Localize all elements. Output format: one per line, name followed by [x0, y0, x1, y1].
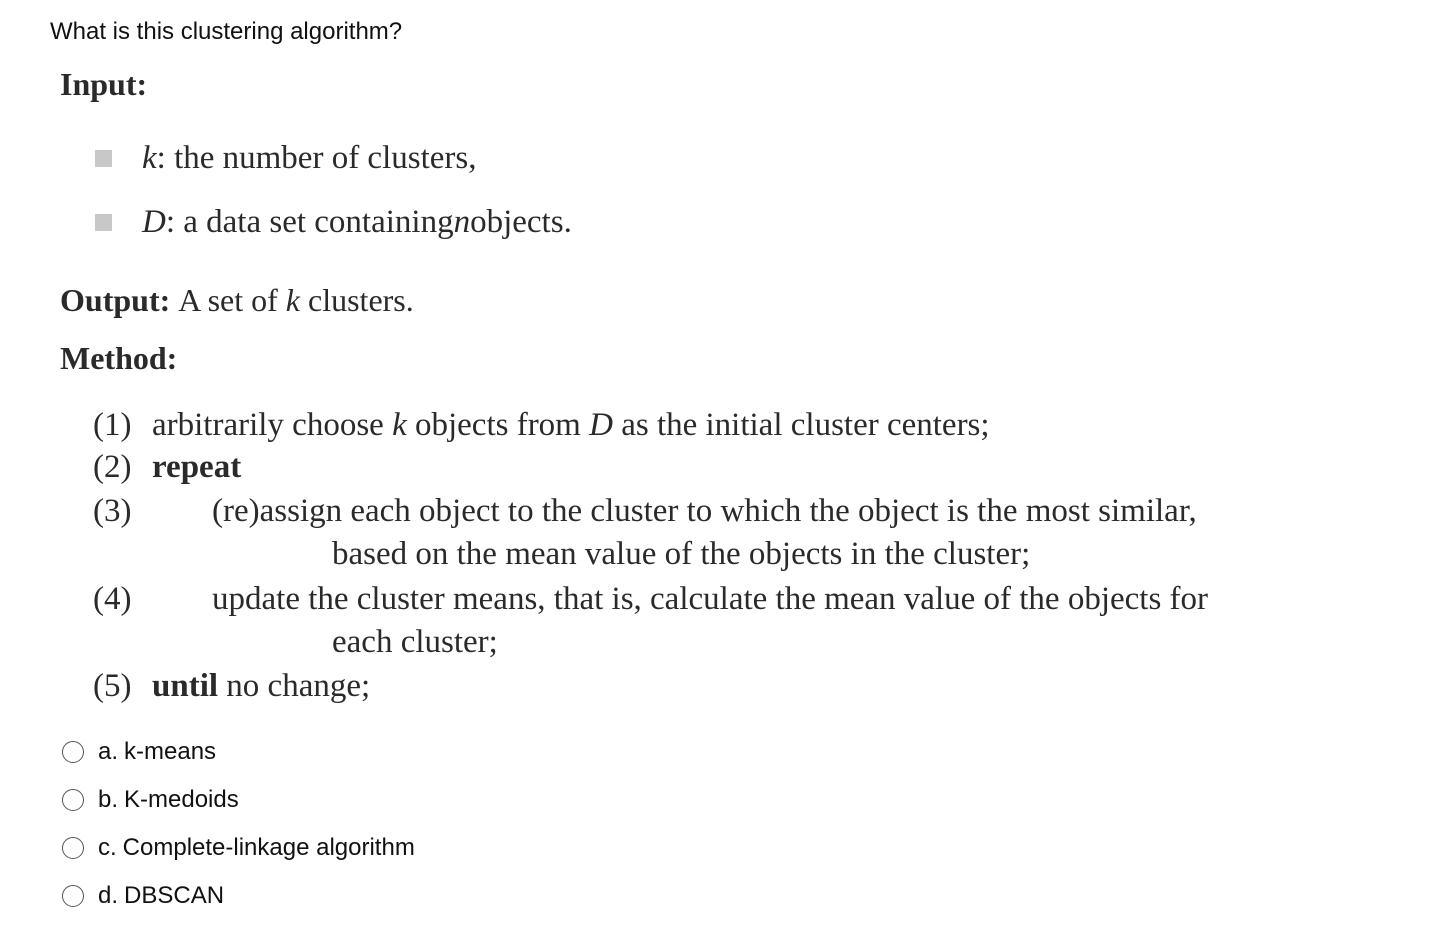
- output-line: [60, 282, 414, 319]
- step-3-line-1: (re)assign each object to the cluster to which the object is the most similar,: [212, 493, 1197, 529]
- option-label: Complete-linkage algorithm: [122, 834, 415, 861]
- option-b[interactable]: [62, 776, 415, 824]
- step-number: (5): [93, 668, 132, 704]
- step-number: (2): [93, 449, 132, 485]
- option-label: K-medoids: [124, 786, 239, 813]
- until-keyword: until: [152, 668, 219, 704]
- square-bullet-icon: [95, 214, 112, 231]
- radio-button-icon[interactable]: [62, 837, 84, 859]
- step-5-text: no change;: [218, 668, 371, 704]
- var-k: k: [392, 407, 407, 443]
- output-heading: Output:: [60, 282, 171, 318]
- step-number: (4): [93, 581, 132, 617]
- step-4-line-1: update the cluster means, that is, calculate the mean value of the objects for: [212, 581, 1209, 617]
- option-a[interactable]: [62, 728, 415, 776]
- answer-options: [62, 728, 415, 920]
- radio-button-icon[interactable]: [62, 789, 84, 811]
- output-text-end: clusters.: [300, 282, 414, 318]
- step-number: (3): [93, 493, 132, 529]
- input-d-text: : a data set containing: [165, 204, 454, 240]
- var-d: D: [589, 407, 613, 443]
- input-item-k: [95, 140, 477, 177]
- input-d-text-end: objects.: [470, 204, 572, 240]
- step-1: [152, 407, 990, 444]
- option-label: DBSCAN: [124, 882, 225, 909]
- option-label: k-means: [124, 738, 217, 765]
- step-4-line-2: each cluster;: [332, 624, 498, 660]
- input-k-text: : the number of clusters,: [156, 140, 477, 176]
- option-letter: c.: [98, 834, 117, 861]
- option-letter: d.: [98, 882, 119, 909]
- radio-button-icon[interactable]: [62, 885, 84, 907]
- var-k: k: [142, 140, 157, 176]
- square-bullet-icon: [95, 150, 112, 167]
- step-3-line-2: based on the mean value of the objects in the cluster;: [332, 536, 1031, 572]
- step-1-text: arbitrarily choose: [152, 407, 393, 443]
- option-letter: a.: [98, 738, 119, 765]
- step-1-text-end: as the initial cluster centers;: [612, 407, 990, 443]
- method-heading: Method:: [60, 340, 178, 376]
- var-d: D: [142, 204, 166, 240]
- step-2-repeat: repeat: [152, 449, 242, 485]
- var-k: k: [285, 282, 300, 318]
- option-c[interactable]: [62, 824, 415, 872]
- output-text: A set of: [178, 282, 286, 318]
- input-heading: Input:: [60, 66, 148, 102]
- step-1-text-mid: objects from: [406, 407, 590, 443]
- step-number: (1): [93, 407, 132, 443]
- option-d[interactable]: [62, 872, 415, 920]
- step-5: [152, 668, 370, 705]
- option-letter: b.: [98, 786, 119, 813]
- radio-button-icon[interactable]: [62, 741, 84, 763]
- var-n: n: [453, 204, 471, 240]
- question-text: What is this clustering algorithm?: [50, 18, 403, 45]
- input-item-d: [95, 204, 572, 241]
